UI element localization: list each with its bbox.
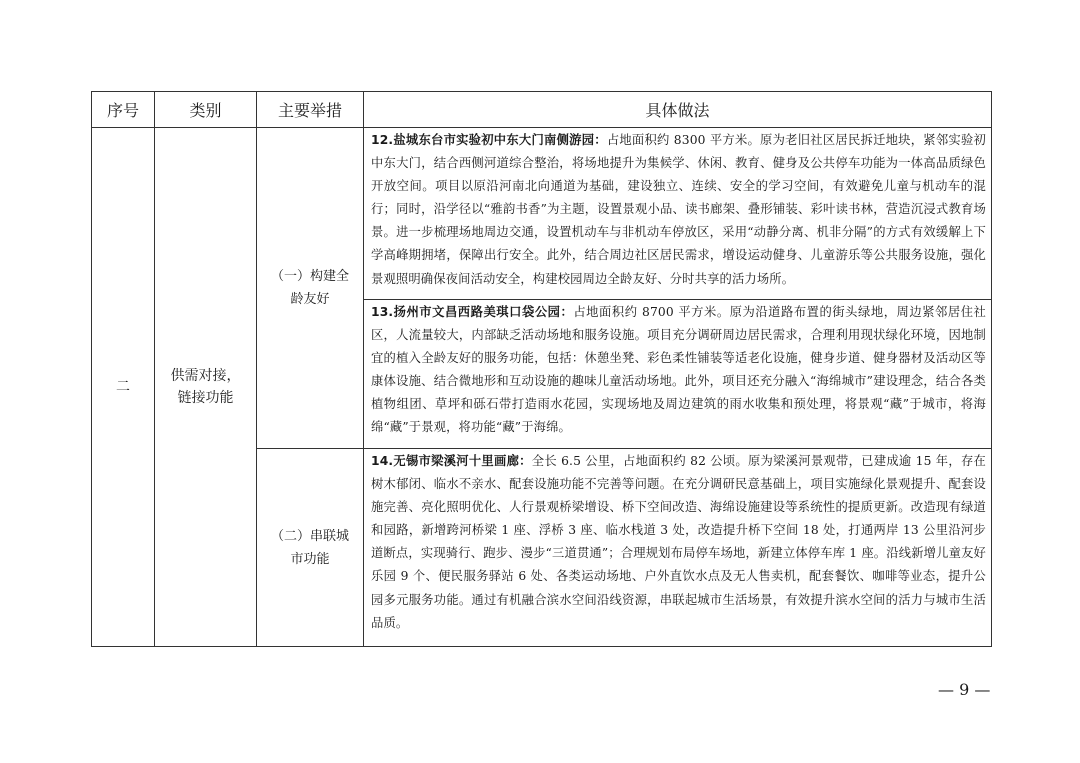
header-row — [92, 92, 992, 128]
item-title: 12.盐城东台市实验初中东大门南侧游园： — [371, 133, 607, 147]
detail-item-14 — [364, 449, 992, 647]
measure-1: （一）构建全龄友好 — [257, 128, 364, 449]
measures-table — [91, 91, 992, 647]
item-body: 占地面积约 8300 平方米。原为老旧社区居民拆迁地块，紧邻实验初中东大门，结合西侧河道综合整治，将场地提升为集候学、休闲、教育、健身及公共停车功能为一体高品质绿色开放空间。项目以原沿河南北向通道为基础，建设独立、连续、安全的学习空间，有效避免儿童与机动车的混行；同时，沿学径以“雅韵书香”为主题，设置景观小品、读书廊架、叠形铺装、彩叶读书林，营造沉浸式教育场景。进一步梳理场地周边交通，设置机动车与非机动车停放区，采用“动静分离、机非分隔”的方式有效缓解上下学高峰期拥堵，保障出行安全。此外，结合周边社区居民需求，增设运动健身、儿童游乐等公共服务设施，强化景观照明确保夜间活动安全，构建校园周边全龄友好、分时共享的活力场所。 — [371, 133, 986, 286]
item-body: 全长 6.5 公里，占地面积约 82 公顷。原为梁溪河景观带，已建成逾 15 年，存在树木郁闭、临水不亲水、配套设施功能不完善等问题。在充分调研民意基础上，项目实施绿化景观提升、配套设施完善、亮化照明优化、人行景观桥梁增设、桥下空间改造、海绵设施建设等系统性的提质更新。改造现有绿道和园路，新增跨河桥梁 1 座、浮桥 3 座、临水栈道 3 处，改造提升桥下空间 18 处，打通两岸 13 公里沿河步道断点，实现骑行、跑步、漫步“三道贯通”；合理规划布局停车场地，新建立体停车库 1 座。沿线新增儿童友好乐园 9 个、便民服务驿站 6 处、各类运动场地、户外直饮水点及无人售卖机，配套餐饮、咖啡等业态，提升公园多元服务功能。通过有机融合滨水空间沿线资源，串联起城市生活场景，有效提升滨水空间的活力与城市生活品质。 — [371, 454, 986, 630]
measure-2: （二）串联城市功能 — [257, 449, 364, 647]
item-title: 13.扬州市文昌西路美琪口袋公园： — [371, 305, 574, 319]
row-category: 供需对接，链接功能 — [155, 128, 257, 647]
table-row — [92, 128, 992, 300]
detail-item-13 — [364, 300, 992, 449]
detail-item-12 — [364, 128, 992, 300]
header-index: 序号 — [92, 92, 155, 128]
header-detail: 具体做法 — [364, 92, 992, 128]
item-title: 14.无锡市梁溪河十里画廊： — [371, 454, 532, 468]
item-body: 占地面积约 8700 平方米。原为沿道路布置的街头绿地，周边紧邻居住社区，人流量较大，内部缺乏活动场地和服务设施。项目充分调研周边居民需求，合理利用现状绿化环境，因地制宜的植入全龄友好的服务功能，包括：休憩坐凳、彩色柔性铺装等适老化设施，健身步道、健身器材及活动区等康体设施、结合微地形和互动设施的趣味儿童活动场地。此外，项目还充分融入“海绵城市”建设理念，结合各类植物组团、草坪和砾石带打造雨水花园，实现场地及周边建筑的雨水收集和预处理，将景观“藏”于城市，将海绵“藏”于景观，将功能“藏”于海绵。 — [371, 305, 986, 435]
header-category: 类别 — [155, 92, 257, 128]
page-number: — 9 — — [938, 680, 991, 699]
row-index: 二 — [92, 128, 155, 647]
header-measure: 主要举措 — [257, 92, 364, 128]
